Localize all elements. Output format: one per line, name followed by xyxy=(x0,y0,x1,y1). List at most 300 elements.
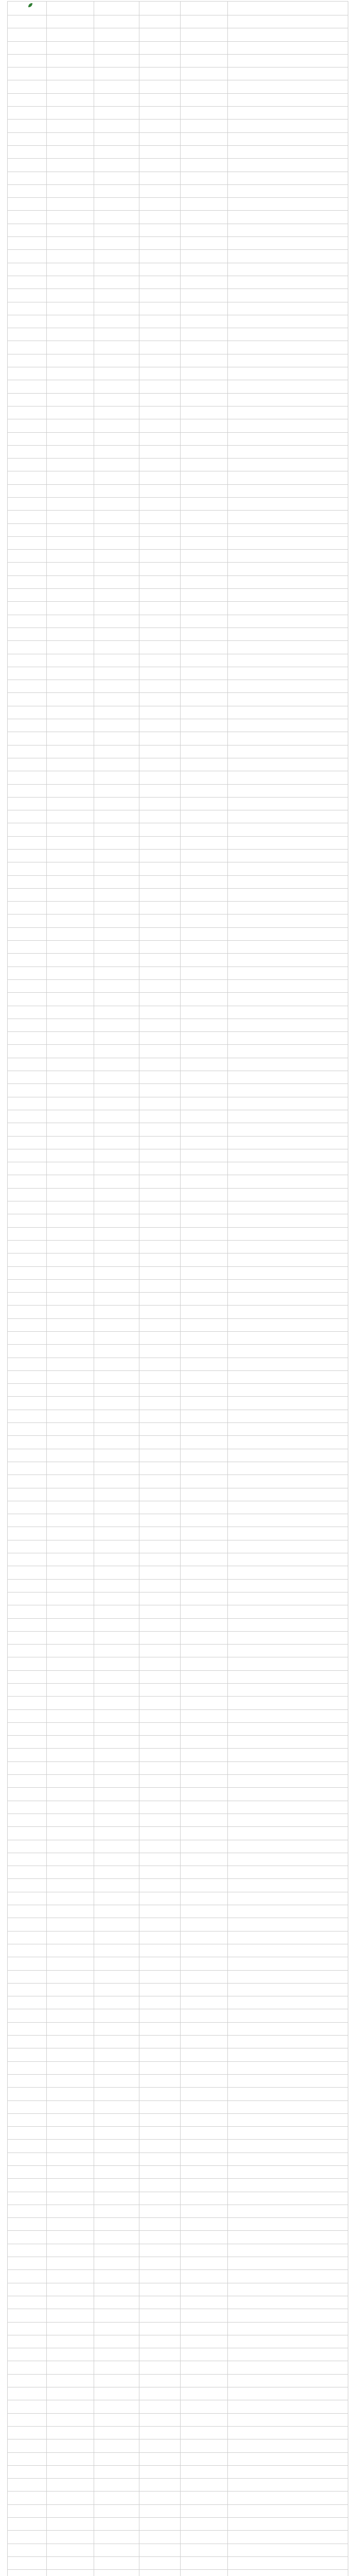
table-cell xyxy=(47,1475,94,1488)
table-cell xyxy=(47,1996,94,2009)
table-cell xyxy=(181,2048,228,2061)
table-cell xyxy=(139,2009,181,2022)
table-cell xyxy=(47,1618,94,1631)
table-cell xyxy=(47,641,94,654)
table-cell xyxy=(8,1227,47,1240)
table-cell xyxy=(181,1866,228,1879)
table-row xyxy=(8,2100,348,2113)
table-cell xyxy=(181,1240,228,1253)
table-cell xyxy=(181,354,228,367)
table-cell xyxy=(139,120,181,132)
table-cell xyxy=(139,2048,181,2061)
table-cell xyxy=(8,941,47,954)
table-cell xyxy=(94,1006,139,1019)
table-cell xyxy=(94,1879,139,1892)
table-row xyxy=(8,2531,348,2544)
table-cell xyxy=(181,2127,228,2140)
table-cell xyxy=(8,2192,47,2205)
table-cell xyxy=(94,2309,139,2322)
table-cell xyxy=(139,2570,181,2576)
table-cell xyxy=(139,902,181,914)
table-cell xyxy=(8,914,47,927)
table-cell xyxy=(8,1631,47,1644)
table-cell xyxy=(181,2374,228,2387)
table-cell xyxy=(8,2452,47,2465)
table-cell xyxy=(94,1279,139,1292)
table-cell xyxy=(47,1514,94,1527)
table-cell xyxy=(94,2009,139,2022)
table-cell xyxy=(181,432,228,445)
table-cell xyxy=(94,850,139,862)
table-row xyxy=(8,2361,348,2374)
table-cell xyxy=(181,602,228,615)
table-row xyxy=(8,1331,348,1344)
table-cell xyxy=(47,315,94,328)
table-cell xyxy=(94,1019,139,1031)
table-cell xyxy=(139,1110,181,1123)
table-cell xyxy=(47,902,94,914)
table-cell xyxy=(228,511,348,523)
table-cell xyxy=(94,628,139,640)
table-cell xyxy=(47,1384,94,1397)
table-cell xyxy=(8,2439,47,2452)
table-cell xyxy=(47,1592,94,1605)
table-cell xyxy=(8,120,47,132)
table-cell xyxy=(94,1905,139,1918)
table-cell xyxy=(181,2465,228,2478)
table-cell xyxy=(94,1358,139,1370)
table-row xyxy=(8,1279,348,1292)
table-row xyxy=(8,1397,348,1410)
table-cell xyxy=(139,1019,181,1031)
table-cell xyxy=(47,2165,94,2178)
table-cell xyxy=(181,993,228,1006)
table-cell xyxy=(8,2492,47,2504)
table-cell xyxy=(47,28,94,41)
table-cell xyxy=(47,1670,94,1683)
table-cell xyxy=(181,1006,228,1019)
table-cell xyxy=(94,2100,139,2113)
table-cell xyxy=(94,159,139,172)
table-row xyxy=(8,1410,348,1422)
table-cell xyxy=(228,1944,348,1957)
table-cell xyxy=(94,1827,139,1840)
table-cell xyxy=(228,1840,348,1853)
table-row xyxy=(8,497,348,510)
table-cell xyxy=(8,693,47,706)
table-cell xyxy=(47,2518,94,2531)
table-row xyxy=(8,120,348,132)
table-cell xyxy=(228,1410,348,1422)
table-cell xyxy=(94,1149,139,1162)
table-cell xyxy=(94,693,139,706)
table-cell xyxy=(47,393,94,406)
table-cell xyxy=(139,2531,181,2544)
table-cell xyxy=(94,2127,139,2140)
table-cell xyxy=(181,2570,228,2576)
table-cell xyxy=(47,1761,94,1774)
table-cell xyxy=(139,172,181,184)
table-row xyxy=(8,536,348,549)
table-row xyxy=(8,2335,348,2348)
table-cell xyxy=(139,1358,181,1370)
table-cell xyxy=(139,2153,181,2165)
table-cell xyxy=(8,2570,47,2576)
table-cell xyxy=(228,1084,348,1097)
table-cell xyxy=(8,602,47,615)
table-cell xyxy=(139,497,181,510)
table-cell xyxy=(8,850,47,862)
table-cell xyxy=(181,2296,228,2309)
table-cell xyxy=(47,2179,94,2192)
table-cell xyxy=(94,602,139,615)
table-cell xyxy=(8,2556,47,2569)
table-cell xyxy=(94,1136,139,1149)
table-cell xyxy=(139,2504,181,2517)
table-cell xyxy=(47,367,94,380)
table-cell xyxy=(47,797,94,810)
table-cell xyxy=(139,1749,181,1761)
table-row xyxy=(8,1370,348,1383)
table-cell xyxy=(228,1240,348,1253)
table-cell xyxy=(8,184,47,197)
table-cell xyxy=(8,1879,47,1892)
table-cell xyxy=(94,145,139,158)
table-cell xyxy=(181,589,228,602)
table-cell xyxy=(139,263,181,276)
table-cell xyxy=(47,1788,94,1801)
table-cell xyxy=(139,2192,181,2205)
table-row xyxy=(8,263,348,276)
header-cell xyxy=(228,2,348,15)
table-cell xyxy=(8,1488,47,1501)
table-row xyxy=(8,80,348,93)
table-row xyxy=(8,2309,348,2322)
table-cell xyxy=(8,198,47,211)
table-cell xyxy=(228,1697,348,1709)
table-cell xyxy=(228,2426,348,2439)
table-cell xyxy=(47,15,94,28)
table-cell xyxy=(8,1253,47,1266)
table-cell xyxy=(47,2113,94,2126)
table-cell xyxy=(181,2088,228,2100)
table-row xyxy=(8,1866,348,1879)
table-cell xyxy=(181,2022,228,2035)
table-cell xyxy=(8,2400,47,2413)
table-row xyxy=(8,875,348,888)
table-cell xyxy=(8,1722,47,1735)
table-cell xyxy=(228,1814,348,1826)
table-cell xyxy=(47,1879,94,1892)
table-row xyxy=(8,289,348,302)
table-cell xyxy=(228,875,348,888)
table-cell xyxy=(47,523,94,536)
table-cell xyxy=(228,1032,348,1045)
table-cell xyxy=(139,67,181,80)
table-cell xyxy=(228,680,348,693)
table-cell xyxy=(181,2335,228,2348)
table-cell xyxy=(139,2257,181,2270)
table-cell xyxy=(181,2270,228,2283)
table-cell xyxy=(139,15,181,28)
table-cell xyxy=(181,1840,228,1853)
table-cell xyxy=(181,2074,228,2087)
table-row xyxy=(8,641,348,654)
table-cell xyxy=(94,1501,139,1514)
table-cell xyxy=(139,2296,181,2309)
table-cell xyxy=(139,41,181,54)
table-cell xyxy=(47,250,94,263)
table-cell xyxy=(181,732,228,745)
table-row xyxy=(8,2570,348,2576)
table-row xyxy=(8,2244,348,2257)
table-row xyxy=(8,589,348,602)
table-cell xyxy=(8,2531,47,2544)
table-cell xyxy=(8,1214,47,1227)
table-cell xyxy=(8,706,47,719)
table-row xyxy=(8,1853,348,1866)
table-cell xyxy=(139,1788,181,1801)
table-cell xyxy=(181,2531,228,2544)
table-cell xyxy=(47,1345,94,1358)
table-cell xyxy=(228,2257,348,2270)
table-cell xyxy=(228,1709,348,1722)
table-cell xyxy=(47,2465,94,2478)
table-cell xyxy=(47,459,94,471)
table-cell xyxy=(47,667,94,680)
table-cell xyxy=(181,1709,228,1722)
table-row xyxy=(8,1801,348,1814)
table-cell xyxy=(139,1475,181,1488)
table-cell xyxy=(8,289,47,302)
table-cell xyxy=(8,1410,47,1422)
table-cell xyxy=(139,1957,181,1970)
table-row xyxy=(8,367,348,380)
table-cell xyxy=(228,1761,348,1774)
table-cell xyxy=(94,120,139,132)
table-row xyxy=(8,1423,348,1436)
table-cell xyxy=(228,1488,348,1501)
table-cell xyxy=(228,1214,348,1227)
table-cell xyxy=(228,1436,348,1449)
table-row xyxy=(8,2192,348,2205)
table-cell xyxy=(228,432,348,445)
table-cell xyxy=(8,80,47,93)
table-cell xyxy=(228,2283,348,2296)
table-cell xyxy=(47,941,94,954)
table-cell xyxy=(228,745,348,758)
table-cell xyxy=(94,745,139,758)
table-cell xyxy=(139,1071,181,1084)
table-cell xyxy=(94,797,139,810)
table-cell xyxy=(94,1670,139,1683)
table-cell xyxy=(8,1423,47,1436)
table-cell xyxy=(228,328,348,341)
table-row xyxy=(8,2556,348,2569)
table-cell xyxy=(181,2413,228,2426)
table-row xyxy=(8,1123,348,1136)
table-cell xyxy=(47,263,94,276)
table-cell xyxy=(94,2544,139,2556)
table-row xyxy=(8,1996,348,2009)
table-row xyxy=(8,237,348,250)
table-cell xyxy=(139,184,181,197)
table-cell xyxy=(47,2309,94,2322)
table-cell xyxy=(181,1983,228,1996)
table-cell xyxy=(94,2335,139,2348)
table-cell xyxy=(228,1266,348,1279)
table-cell xyxy=(47,706,94,719)
table-cell xyxy=(228,797,348,810)
table-cell xyxy=(8,2048,47,2061)
table-cell xyxy=(181,2009,228,2022)
table-cell xyxy=(94,2413,139,2426)
table-cell xyxy=(181,250,228,263)
table-row xyxy=(8,1358,348,1370)
table-cell xyxy=(47,1553,94,1566)
table-cell xyxy=(181,1227,228,1240)
table-cell xyxy=(8,1918,47,1931)
table-cell xyxy=(181,914,228,927)
table-row xyxy=(8,145,348,158)
table-cell xyxy=(139,2387,181,2400)
table-cell xyxy=(94,1032,139,1045)
table-row xyxy=(8,2153,348,2165)
table-cell xyxy=(181,1684,228,1697)
table-cell xyxy=(8,237,47,250)
table-cell xyxy=(228,2361,348,2374)
table-cell xyxy=(8,1905,47,1918)
table-cell xyxy=(8,2322,47,2335)
table-body xyxy=(8,15,348,2576)
table-cell xyxy=(181,1110,228,1123)
table-cell xyxy=(181,1045,228,1058)
table-cell xyxy=(181,41,228,54)
table-cell xyxy=(139,224,181,236)
table-cell xyxy=(181,1306,228,1318)
table-cell xyxy=(8,1110,47,1123)
table-cell xyxy=(139,667,181,680)
table-cell xyxy=(228,667,348,680)
table-cell xyxy=(139,967,181,979)
table-cell xyxy=(94,445,139,458)
table-cell xyxy=(94,1853,139,1866)
table-cell xyxy=(8,523,47,536)
table-row xyxy=(8,1775,348,1788)
data-table xyxy=(7,1,348,2576)
table-cell xyxy=(181,2218,228,2231)
table-row xyxy=(8,2061,348,2074)
table-cell xyxy=(228,2165,348,2178)
table-row xyxy=(8,211,348,224)
table-row xyxy=(8,341,348,354)
table-cell xyxy=(181,1214,228,1227)
table-cell xyxy=(47,2270,94,2283)
table-cell xyxy=(8,2335,47,2348)
table-cell xyxy=(47,1527,94,1540)
table-cell xyxy=(139,2452,181,2465)
table-cell xyxy=(181,28,228,41)
table-cell xyxy=(47,927,94,940)
table-cell xyxy=(181,2244,228,2257)
table-cell xyxy=(47,1827,94,1840)
table-cell xyxy=(94,1449,139,1462)
table-cell xyxy=(181,132,228,145)
table-cell xyxy=(47,745,94,758)
table-cell xyxy=(228,602,348,615)
table-row xyxy=(8,1709,348,1722)
table-cell xyxy=(8,302,47,315)
table-cell xyxy=(228,276,348,289)
table-cell xyxy=(47,1201,94,1214)
table-cell xyxy=(181,927,228,940)
table-cell xyxy=(8,15,47,28)
table-cell xyxy=(228,1866,348,1879)
table-cell xyxy=(94,914,139,927)
table-cell xyxy=(47,1840,94,1853)
table-cell xyxy=(139,641,181,654)
table-cell xyxy=(139,1879,181,1892)
table-cell xyxy=(139,836,181,849)
table-cell xyxy=(139,1670,181,1683)
table-cell xyxy=(139,2413,181,2426)
table-cell xyxy=(8,145,47,158)
table-cell xyxy=(228,2270,348,2283)
table-cell xyxy=(47,1149,94,1162)
table-row xyxy=(8,2387,348,2400)
table-cell xyxy=(139,2322,181,2335)
table-cell xyxy=(139,1697,181,1709)
table-row xyxy=(8,1240,348,1253)
table-cell xyxy=(94,1645,139,1657)
table-cell xyxy=(47,2061,94,2074)
table-cell xyxy=(181,1058,228,1071)
table-cell xyxy=(8,2413,47,2426)
table-cell xyxy=(139,1931,181,1944)
table-cell xyxy=(181,550,228,563)
table-row xyxy=(8,93,348,106)
table-cell xyxy=(181,459,228,471)
table-cell xyxy=(139,1449,181,1462)
table-cell xyxy=(181,902,228,914)
table-cell xyxy=(8,1306,47,1318)
table-cell xyxy=(181,1084,228,1097)
table-cell xyxy=(228,1449,348,1462)
table-cell xyxy=(8,2165,47,2178)
table-cell xyxy=(228,471,348,484)
table-cell xyxy=(139,2348,181,2361)
table-cell xyxy=(94,1345,139,1358)
table-cell xyxy=(47,1293,94,1306)
table-cell xyxy=(94,1227,139,1240)
table-cell xyxy=(47,2361,94,2374)
table-cell xyxy=(8,419,47,432)
table-cell xyxy=(8,2231,47,2244)
table-cell xyxy=(181,1514,228,1527)
table-cell xyxy=(47,2556,94,2569)
table-cell xyxy=(94,1071,139,1084)
table-cell xyxy=(47,1892,94,1905)
table-cell xyxy=(228,159,348,172)
table-cell xyxy=(228,2452,348,2465)
table-cell xyxy=(181,1331,228,1344)
table-cell xyxy=(228,1149,348,1162)
table-row xyxy=(8,1722,348,1735)
table-cell xyxy=(8,2022,47,2035)
table-cell xyxy=(94,523,139,536)
table-cell xyxy=(139,1775,181,1788)
table-cell xyxy=(228,1553,348,1566)
